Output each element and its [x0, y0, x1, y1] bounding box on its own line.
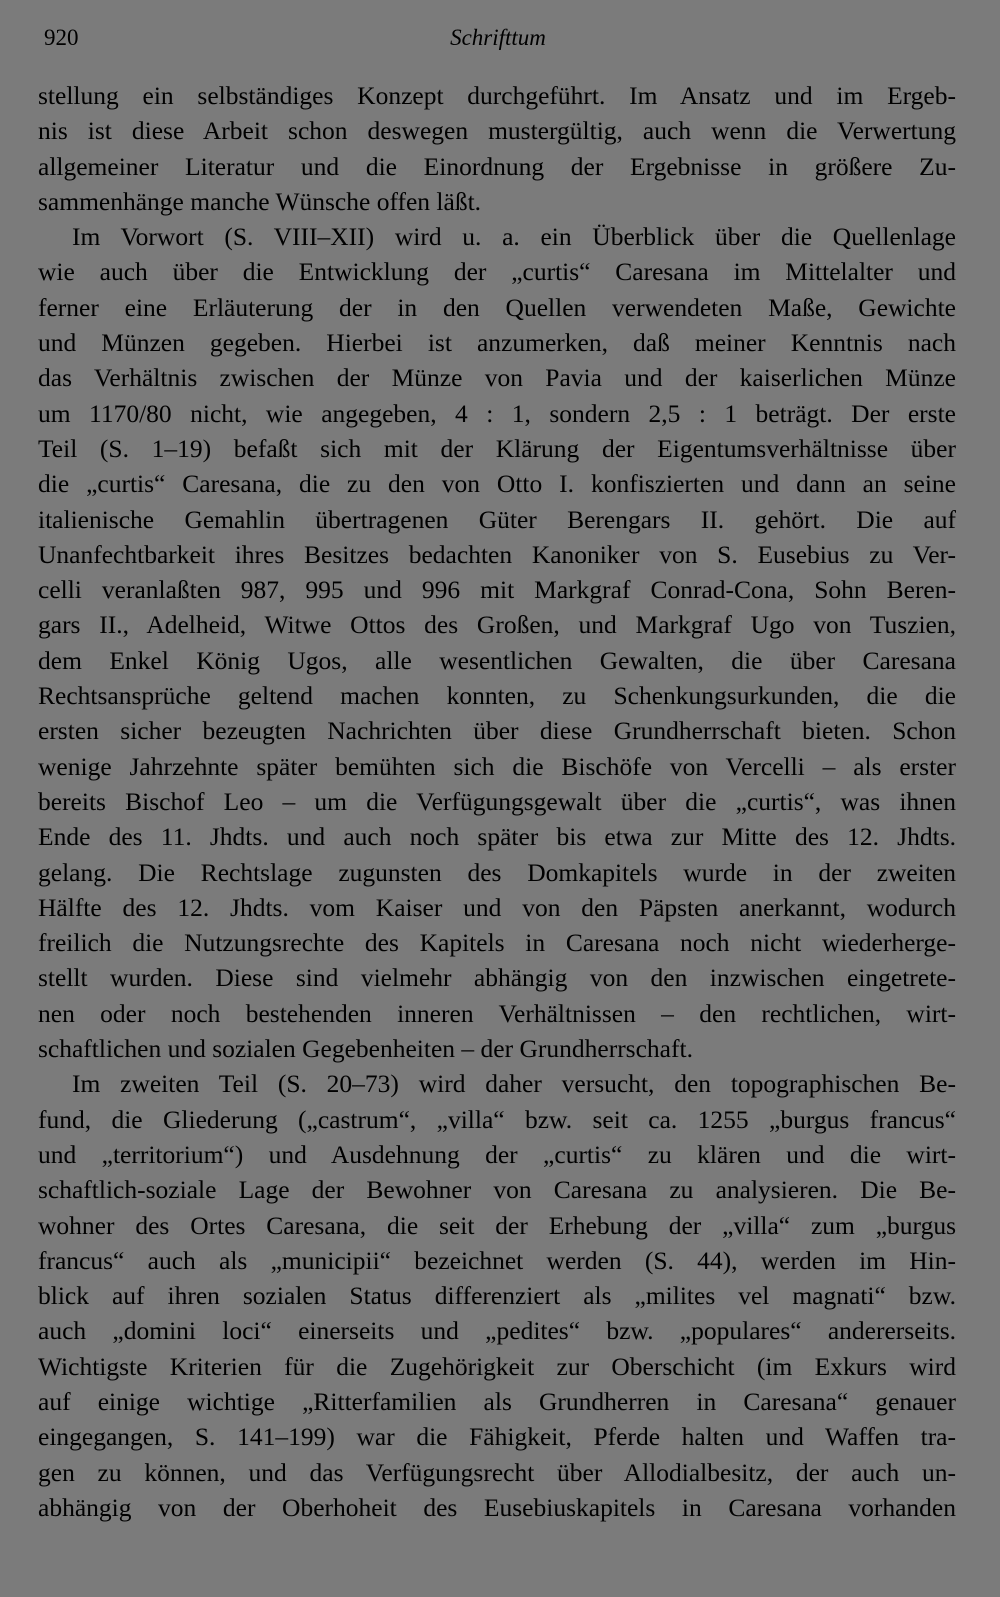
text-line: wohner des Ortes Caresana, die seit der Erhebung der „villa“ zum „burgus	[38, 1210, 956, 1240]
text-line: die „curtis“ Caresana, die zu den von Otto I. konfiszierten und dann an seine	[38, 469, 956, 499]
text-line: blick auf ihren sozialen Status differenziert als „milites vel magnati“ bzw.	[38, 1281, 956, 1311]
text-line: Rechtsansprüche geltend machen konnten, zu Schenkungsurkunden, die die	[38, 681, 956, 711]
text-line: um 1170/80 nicht, wie angegeben, 4 : 1, sondern 2,5 : 1 beträgt. Der erste	[38, 398, 956, 428]
running-head: Schrifttum	[450, 25, 546, 50]
text-line: Unanfechtbarkeit ihres Besitzes bedachten Kanoniker von S. Eusebius zu Ver-	[38, 539, 956, 569]
text-line: ferner eine Erläuterung der in den Quellen verwendeten Maße, Gewichte	[38, 292, 956, 322]
text-line: auf einige wichtige „Ritterfamilien als Grundherren in Caresana“ genauer	[38, 1386, 956, 1416]
text-line: gen zu können, und das Verfügungsrecht über Allodialbesitz, der auch un-	[38, 1457, 956, 1487]
text-line: francus“ auch als „municipii“ bezeichnet werden (S. 44), werden im Hin-	[38, 1245, 956, 1275]
text-line: bereits Bischof Leo – um die Verfügungsgewalt über die „curtis“, was ihnen	[38, 786, 956, 816]
text-line: Im Vorwort (S. VIII–XII) wird u. a. ein Überblick über die Quellenlage	[72, 222, 956, 252]
text-line: das Verhältnis zwischen der Münze von Pavia und der kaiserlichen Münze	[38, 363, 956, 393]
text-line: Im zweiten Teil (S. 20–73) wird daher versucht, den topographischen Be-	[72, 1069, 956, 1099]
page-number: 920	[44, 25, 79, 50]
text-line: Ende des 11. Jhdts. und auch noch später bis etwa zur Mitte des 12. Jhdts.	[38, 822, 956, 852]
text-line: gelang. Die Rechtslage zugunsten des Domkapitels wurde in der zweiten	[38, 857, 956, 887]
text-line: Wichtigste Kriterien für die Zugehörigkeit zur Oberschicht (im Exkurs wird	[38, 1351, 956, 1381]
text-line: wie auch über die Entwicklung der „curtis“ Caresana im Mittelalter und	[38, 257, 956, 287]
text-line: stellt wurden. Diese sind vielmehr abhängig von den inzwischen eingetrete-	[38, 963, 956, 993]
text-line: abhängig von der Oberhoheit des Eusebiuskapitels in Caresana vorhanden	[38, 1492, 956, 1522]
text-line: eingegangen, S. 141–199) war die Fähigkeit, Pferde halten und Waffen tra-	[38, 1422, 956, 1452]
text-line: italienische Gemahlin übertragenen Güter Berengars II. gehört. Die auf	[38, 504, 956, 534]
text-line: und „territorium“) und Ausdehnung der „curtis“ zu klären und die wirt-	[38, 1139, 956, 1169]
text-line: nen oder noch bestehenden inneren Verhältnissen – den rechtlichen, wirt-	[38, 998, 956, 1028]
text-line: Hälfte des 12. Jhdts. vom Kaiser und von den Päpsten anerkannt, wodurch	[38, 892, 956, 922]
text-line: dem Enkel König Ugos, alle wesentlichen Gewalten, die über Caresana	[38, 645, 956, 675]
text-line: ersten sicher bezeugten Nachrichten über diese Grundherrschaft bieten. Schon	[38, 716, 956, 746]
text-line: und Münzen gegeben. Hierbei ist anzumerken, daß meiner Kenntnis nach	[38, 328, 956, 358]
text-line: Teil (S. 1–19) befaßt sich mit der Klärung der Eigentumsverhältnisse über	[38, 433, 956, 463]
text-line: sammenhänge manche Wünsche offen läßt.	[38, 186, 482, 216]
text-line: schaftlich-soziale Lage der Bewohner von Caresana zu analysieren. Die Be-	[38, 1175, 956, 1205]
text-line: wenige Jahrzehnte später bemühten sich die Bischöfe von Vercelli – als erster	[38, 751, 956, 781]
text-line: stellung ein selbständiges Konzept durchgeführt. Im Ansatz und im Ergeb-	[38, 81, 956, 110]
text-line: auch „domini loci“ einerseits und „pedites“ bzw. „populares“ andererseits.	[38, 1316, 956, 1346]
text-line: freilich die Nutzungsrechte des Kapitels in Caresana noch nicht wiederherge-	[38, 928, 956, 958]
text-line: nis ist diese Arbeit schon deswegen mustergültig, auch wenn die Verwertung	[38, 116, 956, 146]
text-line: gars II., Adelheid, Witwe Ottos des Großen, und Markgraf Ugo von Tuszien,	[38, 610, 956, 640]
text-line: celli veranlaßten 987, 995 und 996 mit Markgraf Conrad-Cona, Sohn Beren-	[38, 575, 956, 605]
body-text	[38, 78, 956, 1525]
text-line: fund, die Gliederung („castrum“, „villa“ bzw. seit ca. 1255 „burgus francus“	[38, 1104, 956, 1134]
text-line: schaftlichen und sozialen Gegebenheiten – der Grundherrschaft.	[38, 1034, 693, 1064]
text-line: allgemeiner Literatur und die Einordnung der Ergebnisse in größere Zu-	[38, 151, 956, 181]
page-header	[44, 20, 952, 56]
